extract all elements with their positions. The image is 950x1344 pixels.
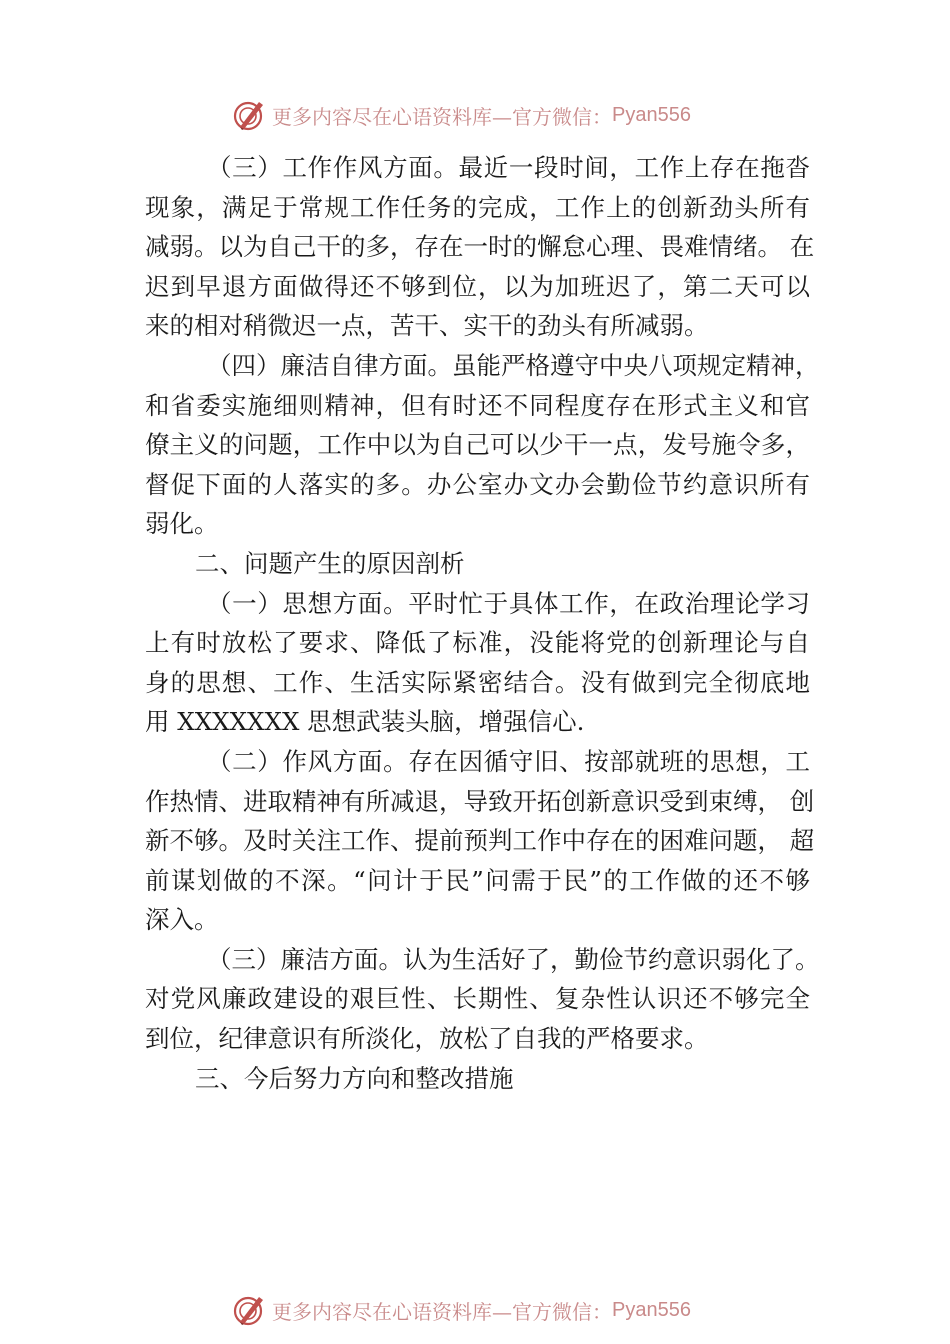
paragraph-line: 上有时放松了要求、降低了标准，没能将党的创新理论与自 [145, 628, 810, 658]
banner-wechat-id: Pyan556 [612, 103, 691, 126]
paragraph-line: 到位，纪律意识有所淡化，放松了自我的严格要求。 [145, 1024, 709, 1054]
paragraph-line: 督促下面的人落实的多。办公室办文办会勤俭节约意识所有 [145, 469, 810, 499]
paragraph-line: 深入。 [145, 905, 219, 935]
paragraph-line: 前谋划做的不深。“问计于民”问需于民”的工作做的还不够 [145, 865, 810, 895]
document-body [145, 148, 820, 1098]
paragraph-line: 现象，满足于常规工作任务的完成，工作上的创新劲头所有 [145, 192, 810, 222]
paragraph-line: 迟到早退方面做得还不够到位，以为加班迟了，第二天可以 [145, 271, 810, 301]
footer-banner [232, 1290, 752, 1330]
paragraph-line: 身的思想、工作、生活实际紧密结合。没有做到完全彻底地 [145, 667, 810, 697]
paragraph-line: （二）作风方面。存在因循守旧、按部就班的思想，工 [207, 746, 810, 776]
pen-in-circle-logo-icon [232, 1292, 268, 1328]
paragraph-line: （四）廉洁自律方面。虽能严格遵守中央八项规定精神， [207, 350, 820, 380]
paragraph-line: 作热情、进取精神有所减退，导致开拓创新意识受到束缚， 创 [145, 786, 815, 816]
paragraph-line: 对党风廉政建设的艰巨性、长期性、复杂性认识还不够完全 [145, 984, 810, 1014]
banner-text: 更多内容尽在心语资料库—官方微信： [272, 1299, 612, 1324]
paragraph-line: （三）工作作风方面。最近一段时间，工作上存在拖沓 [207, 153, 810, 182]
paragraph-line: 减弱。以为自己干的多，存在一时的懈怠心理、畏难情绪。 在 [145, 232, 815, 262]
section-heading: 三、今后努力方向和整改措施 [195, 1063, 514, 1093]
paragraph-line: 新不够。及时关注工作、提前预判工作中存在的困难问题， 超 [145, 826, 815, 856]
banner-text: 更多内容尽在心语资料库—官方微信： [272, 104, 612, 129]
pen-in-circle-logo-icon [232, 97, 268, 133]
banner-wechat-id: Pyan556 [612, 1298, 691, 1321]
paragraph-line: 僚主义的问题，工作中以为自己可以少干一点，发号施令多， [145, 430, 810, 460]
paragraph-line: （三）廉洁方面。认为生活好了，勤俭节约意识弱化了。 [207, 944, 820, 974]
paragraph-line: （一）思想方面。平时忙于具体工作，在政治理论学习 [207, 588, 810, 618]
paragraph-line: 用 XXXXXXX 思想武装头脑，增强信心. [145, 707, 585, 737]
paragraph-line: 和省委实施细则精神，但有时还不同程度存在形式主义和官 [145, 390, 810, 420]
paragraph-line: 弱化。 [145, 509, 219, 539]
header-banner [232, 95, 752, 135]
paragraph-line: 来的相对稍微迟一点，苦干、实干的劲头有所减弱。 [145, 311, 709, 341]
section-heading: 二、问题产生的原因剖析 [195, 548, 465, 578]
